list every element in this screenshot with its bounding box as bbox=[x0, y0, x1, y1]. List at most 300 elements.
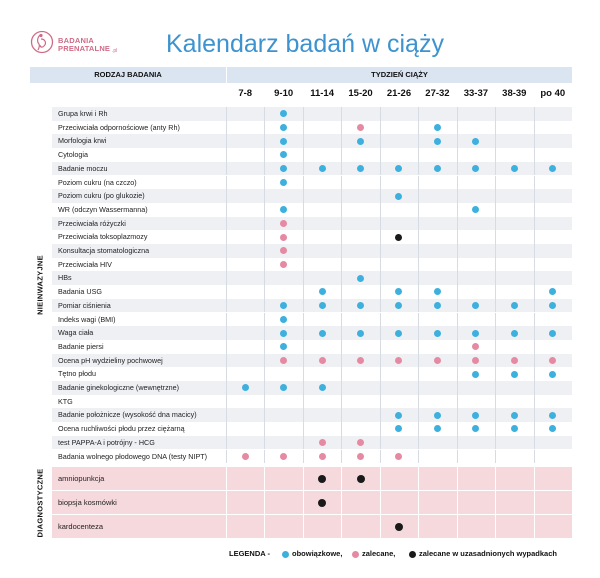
recommended-dot-icon bbox=[357, 439, 364, 446]
grid-line bbox=[226, 107, 227, 121]
week-cell bbox=[226, 450, 264, 464]
grid-line bbox=[264, 467, 265, 490]
week-cell bbox=[264, 381, 302, 395]
grid-line bbox=[380, 203, 381, 217]
grid-line bbox=[418, 189, 419, 203]
recommended-dot-icon bbox=[511, 357, 518, 364]
grid-line bbox=[457, 176, 458, 190]
week-label: po 40 bbox=[540, 88, 566, 99]
table-row bbox=[52, 299, 572, 313]
grid-line bbox=[495, 189, 496, 203]
grid-line bbox=[303, 271, 304, 285]
table-row bbox=[52, 203, 572, 217]
exam-name: Grupa krwi i Rh bbox=[58, 109, 108, 118]
grid-line bbox=[264, 515, 265, 538]
week-cell bbox=[341, 467, 379, 490]
week-cell bbox=[303, 162, 341, 176]
grid-line bbox=[495, 134, 496, 148]
week-cell bbox=[264, 134, 302, 148]
grid-line bbox=[495, 381, 496, 395]
week-cell bbox=[495, 367, 533, 381]
mandatory-dot-icon bbox=[319, 302, 326, 309]
recommended-dot-icon bbox=[472, 357, 479, 364]
week-cell bbox=[303, 491, 341, 514]
week-cell bbox=[303, 299, 341, 313]
week-cell bbox=[303, 467, 341, 490]
week-cell bbox=[534, 326, 572, 340]
mandatory-dot-icon bbox=[434, 330, 441, 337]
grid-line bbox=[303, 313, 304, 327]
grid-line bbox=[226, 491, 227, 514]
grid-line bbox=[303, 408, 304, 422]
grid-line bbox=[534, 515, 535, 538]
table-row bbox=[52, 271, 572, 285]
grid-line bbox=[380, 176, 381, 190]
grid-line bbox=[457, 381, 458, 395]
week-cell bbox=[380, 189, 418, 203]
grid-line bbox=[418, 244, 419, 258]
grid-line bbox=[303, 189, 304, 203]
table-row bbox=[52, 258, 572, 272]
grid-line bbox=[534, 244, 535, 258]
grid-line bbox=[495, 203, 496, 217]
week-cell bbox=[264, 313, 302, 327]
grid-line bbox=[418, 436, 419, 450]
grid-line bbox=[226, 354, 227, 368]
grid-line bbox=[341, 422, 342, 436]
grid-line bbox=[457, 313, 458, 327]
table-row bbox=[52, 189, 572, 203]
grid-line bbox=[457, 450, 458, 464]
week-cell bbox=[380, 450, 418, 464]
exam-name: Indeks wagi (BMI) bbox=[58, 314, 116, 324]
grid-line bbox=[226, 436, 227, 450]
grid-line bbox=[341, 408, 342, 422]
exam-type-header: RODZAJ BADANIA bbox=[94, 70, 162, 79]
mandatory-dot-icon bbox=[511, 330, 518, 337]
table-row bbox=[52, 230, 572, 244]
mandatory-dot-icon bbox=[511, 302, 518, 309]
mandatory-dot-icon bbox=[280, 206, 287, 213]
grid-line bbox=[495, 107, 496, 121]
exam-name: Pomiar ciśnienia bbox=[58, 300, 111, 310]
grid-line bbox=[495, 244, 496, 258]
exam-name: WR (odczyn Wassermanna) bbox=[58, 204, 148, 214]
grid-line bbox=[457, 121, 458, 135]
exam-name: HBs bbox=[58, 273, 72, 283]
exam-name: biopsja kosmówki bbox=[58, 498, 117, 508]
table-row bbox=[52, 354, 572, 368]
grid-line bbox=[534, 381, 535, 395]
week-cell bbox=[380, 515, 418, 538]
grid-line bbox=[418, 203, 419, 217]
grid-line bbox=[226, 299, 227, 313]
grid-line bbox=[303, 515, 304, 538]
grid-line bbox=[226, 515, 227, 538]
grid-line bbox=[380, 244, 381, 258]
mandatory-dot-icon bbox=[395, 165, 402, 172]
grid-line bbox=[303, 340, 304, 354]
grid-line bbox=[495, 148, 496, 162]
week-cell bbox=[341, 326, 379, 340]
grid-line bbox=[341, 367, 342, 381]
grid-line bbox=[226, 189, 227, 203]
week-cell bbox=[495, 354, 533, 368]
grid-line bbox=[341, 148, 342, 162]
grid-line bbox=[341, 258, 342, 272]
week-cell bbox=[495, 299, 533, 313]
week-cell bbox=[264, 162, 302, 176]
grid-line bbox=[303, 203, 304, 217]
week-cell bbox=[264, 299, 302, 313]
week-cell bbox=[457, 162, 495, 176]
mandatory-dot-icon bbox=[472, 425, 479, 432]
week-cell bbox=[457, 299, 495, 313]
grid-line bbox=[534, 491, 535, 514]
grid-line bbox=[226, 244, 227, 258]
grid-line bbox=[457, 467, 458, 490]
week-label: 7-8 bbox=[238, 88, 253, 99]
grid-line bbox=[380, 340, 381, 354]
grid-line bbox=[495, 467, 496, 490]
recommended-dot-icon bbox=[395, 357, 402, 364]
week-cell bbox=[534, 285, 572, 299]
week-cell bbox=[264, 107, 302, 121]
grid-line bbox=[457, 271, 458, 285]
mandatory-dot-icon bbox=[472, 138, 479, 145]
mandatory-dot-icon bbox=[472, 302, 479, 309]
grid-line bbox=[380, 436, 381, 450]
week-cell bbox=[457, 326, 495, 340]
table-row bbox=[52, 162, 572, 176]
grid-line bbox=[341, 176, 342, 190]
week-cell bbox=[264, 203, 302, 217]
diagnostic-row bbox=[52, 515, 572, 538]
exam-name: Badania wolnego płodowego DNA (testy NIPT) bbox=[58, 451, 208, 461]
grid-line bbox=[380, 381, 381, 395]
mandatory-dot-icon bbox=[434, 165, 441, 172]
mandatory-dot-icon bbox=[549, 302, 556, 309]
grid-line bbox=[226, 271, 227, 285]
grid-line bbox=[534, 436, 535, 450]
grid-line bbox=[457, 189, 458, 203]
grid-line bbox=[380, 367, 381, 381]
mandatory-dot-icon bbox=[434, 138, 441, 145]
diagnostic-row bbox=[52, 467, 572, 490]
group-diagnostic bbox=[30, 467, 50, 539]
grid-line bbox=[418, 271, 419, 285]
grid-line bbox=[380, 271, 381, 285]
week-label: 15-20 bbox=[348, 88, 373, 99]
grid-line bbox=[226, 176, 227, 190]
mandatory-dot-icon bbox=[472, 206, 479, 213]
grid-line bbox=[264, 189, 265, 203]
grid-line bbox=[418, 230, 419, 244]
recommended-dot-icon bbox=[319, 439, 326, 446]
justified-dot-icon bbox=[395, 523, 403, 531]
exam-name: Badania USG bbox=[58, 287, 102, 297]
diagnostic-row bbox=[52, 491, 572, 514]
grid-line bbox=[226, 408, 227, 422]
mandatory-dot-icon bbox=[319, 384, 326, 391]
table-row bbox=[52, 285, 572, 299]
exam-name: KTG bbox=[58, 396, 73, 406]
grid-line bbox=[418, 395, 419, 409]
mandatory-dot-icon bbox=[395, 425, 402, 432]
week-cell bbox=[264, 217, 302, 231]
week-cell bbox=[303, 285, 341, 299]
grid-line bbox=[226, 230, 227, 244]
mandatory-dot-icon bbox=[549, 412, 556, 419]
grid-line bbox=[226, 422, 227, 436]
mandatory-dot-icon bbox=[280, 343, 287, 350]
grid-line bbox=[457, 285, 458, 299]
grid-line bbox=[341, 189, 342, 203]
group-noninvasive-label: NIEINWAZYJNE bbox=[35, 255, 45, 316]
grid-line bbox=[341, 203, 342, 217]
exam-name: Przeciwciała toksoplazmozy bbox=[58, 232, 148, 242]
week-cell bbox=[341, 121, 379, 135]
week-cell bbox=[341, 450, 379, 464]
mandatory-dot-icon bbox=[472, 165, 479, 172]
logo-line1: BADANIA bbox=[58, 36, 94, 45]
mandatory-dot-icon bbox=[282, 551, 289, 558]
grid-line bbox=[264, 367, 265, 381]
table-row bbox=[52, 367, 572, 381]
table-header bbox=[30, 67, 572, 83]
grid-line bbox=[495, 271, 496, 285]
table-row bbox=[52, 340, 572, 354]
recommended-dot-icon bbox=[280, 234, 287, 241]
week-cell bbox=[495, 326, 533, 340]
week-cell bbox=[457, 354, 495, 368]
mandatory-dot-icon bbox=[319, 330, 326, 337]
grid-line bbox=[303, 230, 304, 244]
week-cell bbox=[418, 354, 456, 368]
week-cell bbox=[264, 258, 302, 272]
grid-line bbox=[226, 217, 227, 231]
grid-line bbox=[226, 134, 227, 148]
mandatory-dot-icon bbox=[434, 124, 441, 131]
table-row bbox=[52, 395, 572, 409]
week-cell bbox=[457, 408, 495, 422]
week-cell bbox=[341, 134, 379, 148]
week-label: 33-37 bbox=[463, 88, 489, 99]
grid-line bbox=[495, 285, 496, 299]
recommended-dot-icon bbox=[242, 453, 249, 460]
table-row bbox=[52, 422, 572, 436]
exam-name: Badanie moczu bbox=[58, 163, 108, 173]
grid-line bbox=[418, 340, 419, 354]
week-cell bbox=[264, 340, 302, 354]
grid-line bbox=[341, 381, 342, 395]
week-cell bbox=[341, 162, 379, 176]
table-row bbox=[52, 217, 572, 231]
justified-dot-icon bbox=[318, 499, 326, 507]
week-cell bbox=[380, 326, 418, 340]
grid-line bbox=[226, 203, 227, 217]
grid-line bbox=[457, 395, 458, 409]
exam-name: Waga ciała bbox=[58, 328, 94, 338]
table-row bbox=[52, 148, 572, 162]
grid-line bbox=[534, 467, 535, 490]
exam-name: Cytologia bbox=[58, 150, 88, 160]
logo bbox=[30, 30, 130, 60]
pregnancy-week-header: TYDZIEŃ CIĄŻY bbox=[226, 67, 572, 83]
exam-name: Poziom cukru (po glukozie) bbox=[58, 191, 145, 201]
week-cell bbox=[341, 271, 379, 285]
mandatory-dot-icon bbox=[319, 165, 326, 172]
week-cell bbox=[303, 326, 341, 340]
mandatory-dot-icon bbox=[357, 275, 364, 282]
exam-name: Przeciwciała HIV bbox=[58, 259, 112, 269]
grid-line bbox=[264, 422, 265, 436]
grid-line bbox=[264, 408, 265, 422]
grid-line bbox=[341, 340, 342, 354]
table-row bbox=[52, 121, 572, 135]
grid-line bbox=[418, 107, 419, 121]
grid-line bbox=[226, 313, 227, 327]
recommended-dot-icon bbox=[357, 357, 364, 364]
mandatory-dot-icon bbox=[549, 371, 556, 378]
week-cell bbox=[380, 354, 418, 368]
week-cell bbox=[264, 450, 302, 464]
mandatory-dot-icon bbox=[280, 110, 287, 117]
grid-line bbox=[495, 491, 496, 514]
week-cell bbox=[457, 367, 495, 381]
grid-line bbox=[495, 395, 496, 409]
grid-line bbox=[303, 217, 304, 231]
recommended-dot-icon bbox=[319, 453, 326, 460]
exam-name: Konsultacja stomatologiczna bbox=[58, 246, 150, 255]
grid-line bbox=[418, 176, 419, 190]
grid-line bbox=[495, 515, 496, 538]
recommended-dot-icon bbox=[434, 357, 441, 364]
table-row bbox=[52, 313, 572, 327]
week-cell bbox=[380, 285, 418, 299]
grid-line bbox=[380, 107, 381, 121]
group-noninvasive bbox=[30, 107, 50, 463]
grid-line bbox=[418, 450, 419, 464]
table-row bbox=[52, 244, 572, 258]
week-cell bbox=[418, 408, 456, 422]
grid-line bbox=[418, 467, 419, 490]
week-cell bbox=[534, 354, 572, 368]
grid-line bbox=[534, 107, 535, 121]
grid-line bbox=[341, 395, 342, 409]
exam-name: Badanie położnicze (wysokość dna macicy) bbox=[58, 410, 197, 420]
mandatory-dot-icon bbox=[280, 316, 287, 323]
logo-suffix: .pl bbox=[112, 48, 118, 54]
legend-recommended: zalecane, bbox=[362, 549, 396, 558]
mandatory-dot-icon bbox=[280, 302, 287, 309]
exam-name: Przeciwciała różyczki bbox=[58, 218, 126, 228]
grid-line bbox=[495, 121, 496, 135]
grid-line bbox=[341, 285, 342, 299]
grid-line bbox=[418, 515, 419, 538]
recommended-dot-icon bbox=[357, 453, 364, 460]
group-diagnostic-label: DIAGNOSTYCZNE bbox=[35, 468, 45, 538]
mandatory-dot-icon bbox=[549, 425, 556, 432]
grid-line bbox=[457, 148, 458, 162]
grid-line bbox=[418, 381, 419, 395]
grid-line bbox=[303, 422, 304, 436]
week-cell bbox=[380, 230, 418, 244]
week-cell bbox=[418, 285, 456, 299]
week-label: 27-32 bbox=[425, 88, 450, 99]
week-cell bbox=[534, 162, 572, 176]
table-row bbox=[52, 436, 572, 450]
legend-mandatory: obowiązkowe, bbox=[292, 549, 343, 558]
table-row bbox=[52, 134, 572, 148]
grid-line bbox=[418, 491, 419, 514]
mandatory-dot-icon bbox=[549, 165, 556, 172]
pregnancy-logo-icon bbox=[30, 30, 54, 54]
grid-line bbox=[534, 340, 535, 354]
grid-line bbox=[534, 148, 535, 162]
week-cell bbox=[303, 450, 341, 464]
grid-line bbox=[341, 217, 342, 231]
grid-line bbox=[380, 467, 381, 490]
week-cell bbox=[341, 354, 379, 368]
week-cell bbox=[380, 408, 418, 422]
recommended-dot-icon bbox=[472, 343, 479, 350]
mandatory-dot-icon bbox=[472, 371, 479, 378]
mandatory-dot-icon bbox=[472, 412, 479, 419]
week-cell bbox=[534, 299, 572, 313]
week-cell bbox=[534, 367, 572, 381]
week-cell bbox=[303, 354, 341, 368]
grid-line bbox=[303, 107, 304, 121]
grid-line bbox=[457, 230, 458, 244]
grid-line bbox=[495, 258, 496, 272]
week-cell bbox=[457, 422, 495, 436]
grid-line bbox=[534, 189, 535, 203]
grid-line bbox=[495, 436, 496, 450]
week-cell bbox=[457, 340, 495, 354]
grid-line bbox=[457, 244, 458, 258]
grid-line bbox=[534, 176, 535, 190]
week-cell bbox=[303, 436, 341, 450]
grid-line bbox=[418, 258, 419, 272]
week-cell bbox=[495, 422, 533, 436]
week-cell bbox=[264, 148, 302, 162]
recommended-dot-icon bbox=[319, 357, 326, 364]
week-cell bbox=[264, 354, 302, 368]
page-title: Kalendarz badań w ciąży bbox=[166, 30, 444, 58]
grid-line bbox=[457, 217, 458, 231]
week-cell bbox=[457, 203, 495, 217]
mandatory-dot-icon bbox=[395, 412, 402, 419]
grid-line bbox=[534, 203, 535, 217]
grid-line bbox=[495, 313, 496, 327]
grid-line bbox=[341, 313, 342, 327]
grid-line bbox=[226, 326, 227, 340]
grid-line bbox=[264, 285, 265, 299]
grid-line bbox=[418, 313, 419, 327]
mandatory-dot-icon bbox=[434, 302, 441, 309]
week-cell bbox=[303, 381, 341, 395]
grid-line bbox=[226, 148, 227, 162]
grid-line bbox=[380, 491, 381, 514]
recommended-dot-icon bbox=[280, 453, 287, 460]
grid-line bbox=[303, 148, 304, 162]
grid-line bbox=[226, 285, 227, 299]
week-cell bbox=[380, 299, 418, 313]
exam-name: Badanie piersi bbox=[58, 341, 104, 351]
mandatory-dot-icon bbox=[434, 425, 441, 432]
grid-line bbox=[534, 134, 535, 148]
